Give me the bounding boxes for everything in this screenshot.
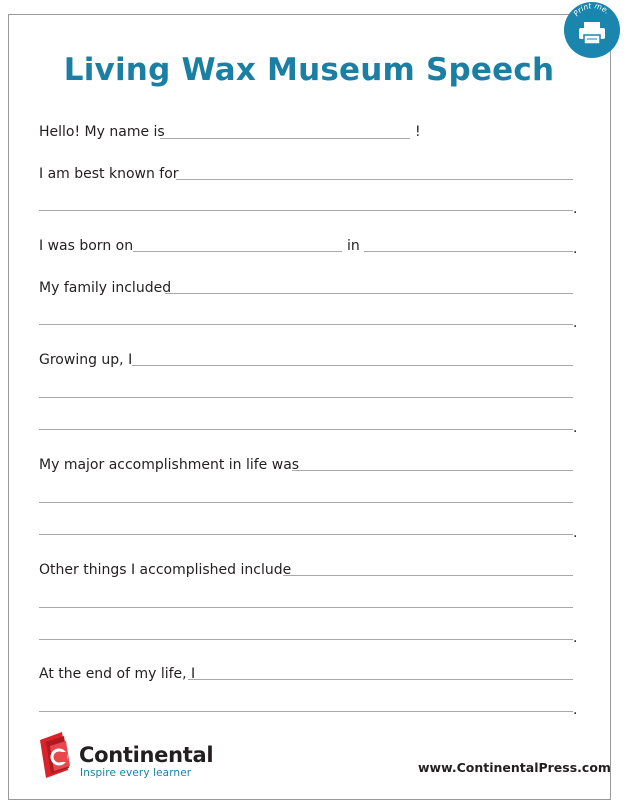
brand-tagline: Inspire every learner [80, 767, 192, 779]
prompt-end-of-life: At the end of my life, I [39, 666, 196, 682]
period: . [573, 525, 578, 541]
period: . [573, 630, 578, 646]
answer-line-end-2[interactable] [39, 711, 573, 712]
prompt-major-accomplishment: My major accomplishment in life was [39, 457, 300, 473]
answer-line-known-for-1[interactable] [176, 179, 573, 180]
answer-line-end-1[interactable] [188, 679, 573, 680]
answer-line-family-2[interactable] [39, 324, 573, 325]
prompt-born-in: in [347, 238, 360, 254]
prompt-known-for: I am best known for [39, 166, 179, 182]
answer-line-growing-up-1[interactable] [132, 365, 573, 366]
page-title: Living Wax Museum Speech [63, 52, 555, 88]
print-badge-label: Print me. [571, 1, 612, 18]
prompt-family: My family included [39, 280, 172, 296]
answer-line-other-1[interactable] [283, 575, 573, 576]
period: . [573, 702, 578, 718]
prompt-name: Hello! My name is [39, 124, 165, 140]
exclamation-mark: ! [415, 124, 421, 140]
answer-line-name[interactable] [160, 138, 410, 139]
period: . [573, 420, 578, 436]
website-link[interactable]: www.ContinentalPress.com [418, 760, 611, 775]
period: . [573, 201, 578, 217]
answer-line-major-3[interactable] [39, 534, 573, 535]
period: . [573, 241, 578, 257]
prompt-growing-up: Growing up, I [39, 352, 133, 368]
prompt-born-on: I was born on [39, 238, 134, 254]
answer-line-growing-up-2[interactable] [39, 397, 573, 398]
answer-line-known-for-2[interactable] [39, 210, 573, 211]
answer-line-birth-date[interactable] [133, 251, 342, 252]
answer-line-other-2[interactable] [39, 607, 573, 608]
prompt-other-accomplishments: Other things I accomplished include [39, 562, 292, 578]
print-button[interactable] [562, 0, 622, 60]
answer-line-birth-place[interactable] [364, 251, 573, 252]
answer-line-growing-up-3[interactable] [39, 429, 573, 430]
answer-line-major-2[interactable] [39, 502, 573, 503]
answer-line-family-1[interactable] [165, 293, 573, 294]
brand-name: Continental [79, 743, 214, 767]
continental-logo [36, 730, 78, 784]
answer-line-other-3[interactable] [39, 639, 573, 640]
period: . [573, 315, 578, 331]
answer-line-major-1[interactable] [292, 470, 573, 471]
